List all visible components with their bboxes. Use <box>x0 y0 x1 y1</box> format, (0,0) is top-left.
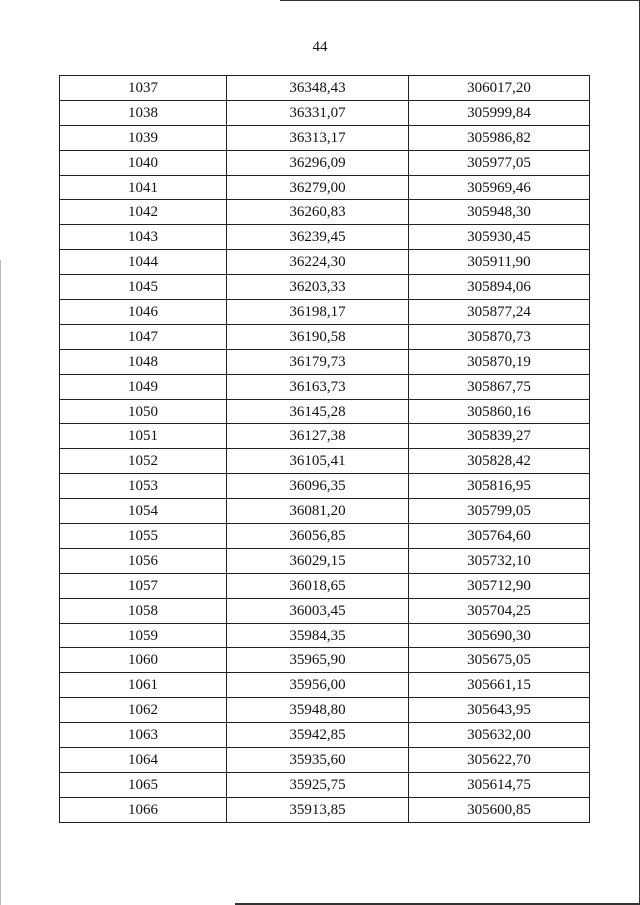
table-row <box>60 698 590 723</box>
x-coordinate-cell: 36003,45 <box>227 598 409 623</box>
table-row <box>60 598 590 623</box>
y-coordinate-cell: 305867,75 <box>409 374 590 399</box>
point-number-cell: 1045 <box>60 275 227 300</box>
x-coordinate-cell: 36331,07 <box>227 100 409 125</box>
x-coordinate-cell: 35913,85 <box>227 797 409 822</box>
point-number-cell: 1061 <box>60 673 227 698</box>
y-coordinate-cell: 305977,05 <box>409 150 590 175</box>
x-coordinate-cell: 36179,73 <box>227 349 409 374</box>
table-row <box>60 349 590 374</box>
table-row <box>60 324 590 349</box>
y-coordinate-cell: 305712,90 <box>409 573 590 598</box>
table-row <box>60 723 590 748</box>
point-number-cell: 1059 <box>60 623 227 648</box>
y-coordinate-cell: 305690,30 <box>409 623 590 648</box>
scan-edge-top <box>280 0 640 1</box>
x-coordinate-cell: 35965,90 <box>227 648 409 673</box>
point-number-cell: 1058 <box>60 598 227 623</box>
x-coordinate-cell: 36105,41 <box>227 449 409 474</box>
point-number-cell: 1046 <box>60 300 227 325</box>
x-coordinate-cell: 35925,75 <box>227 772 409 797</box>
point-number-cell: 1063 <box>60 723 227 748</box>
x-coordinate-cell: 36029,15 <box>227 548 409 573</box>
y-coordinate-cell: 305986,82 <box>409 125 590 150</box>
y-coordinate-cell: 305622,70 <box>409 748 590 773</box>
table-row <box>60 225 590 250</box>
x-coordinate-cell: 36018,65 <box>227 573 409 598</box>
point-number-cell: 1043 <box>60 225 227 250</box>
y-coordinate-cell: 305870,73 <box>409 324 590 349</box>
y-coordinate-cell: 305764,60 <box>409 524 590 549</box>
point-number-cell: 1051 <box>60 424 227 449</box>
x-coordinate-cell: 36279,00 <box>227 175 409 200</box>
point-number-cell: 1044 <box>60 250 227 275</box>
y-coordinate-cell: 305860,16 <box>409 399 590 424</box>
point-number-cell: 1054 <box>60 499 227 524</box>
x-coordinate-cell: 35948,80 <box>227 698 409 723</box>
x-coordinate-cell: 36163,73 <box>227 374 409 399</box>
point-number-cell: 1056 <box>60 548 227 573</box>
x-coordinate-cell: 36145,28 <box>227 399 409 424</box>
table-row <box>60 623 590 648</box>
table-row <box>60 275 590 300</box>
point-number-cell: 1050 <box>60 399 227 424</box>
table-row <box>60 399 590 424</box>
point-number-cell: 1042 <box>60 200 227 225</box>
y-coordinate-cell: 305675,05 <box>409 648 590 673</box>
x-coordinate-cell: 36081,20 <box>227 499 409 524</box>
table-row <box>60 449 590 474</box>
table-row <box>60 548 590 573</box>
point-number-cell: 1040 <box>60 150 227 175</box>
coordinates-table-body <box>60 76 590 823</box>
table-row <box>60 150 590 175</box>
point-number-cell: 1049 <box>60 374 227 399</box>
x-coordinate-cell: 36239,45 <box>227 225 409 250</box>
y-coordinate-cell: 305643,95 <box>409 698 590 723</box>
table-row <box>60 125 590 150</box>
point-number-cell: 1062 <box>60 698 227 723</box>
table-row <box>60 748 590 773</box>
y-coordinate-cell: 305632,00 <box>409 723 590 748</box>
y-coordinate-cell: 305911,90 <box>409 250 590 275</box>
y-coordinate-cell: 305948,30 <box>409 200 590 225</box>
point-number-cell: 1038 <box>60 100 227 125</box>
point-number-cell: 1066 <box>60 797 227 822</box>
table-row <box>60 499 590 524</box>
y-coordinate-cell: 306017,20 <box>409 76 590 101</box>
table-row <box>60 673 590 698</box>
y-coordinate-cell: 305999,84 <box>409 100 590 125</box>
x-coordinate-cell: 36348,43 <box>227 76 409 101</box>
coordinates-table <box>59 75 590 823</box>
y-coordinate-cell: 305600,85 <box>409 797 590 822</box>
x-coordinate-cell: 36224,30 <box>227 250 409 275</box>
x-coordinate-cell: 36190,58 <box>227 324 409 349</box>
y-coordinate-cell: 305704,25 <box>409 598 590 623</box>
x-coordinate-cell: 36203,33 <box>227 275 409 300</box>
point-number-cell: 1047 <box>60 324 227 349</box>
table-row <box>60 524 590 549</box>
y-coordinate-cell: 305614,75 <box>409 772 590 797</box>
point-number-cell: 1057 <box>60 573 227 598</box>
y-coordinate-cell: 305877,24 <box>409 300 590 325</box>
table-row <box>60 300 590 325</box>
table-row <box>60 175 590 200</box>
x-coordinate-cell: 35984,35 <box>227 623 409 648</box>
x-coordinate-cell: 36096,35 <box>227 474 409 499</box>
point-number-cell: 1064 <box>60 748 227 773</box>
y-coordinate-cell: 305816,95 <box>409 474 590 499</box>
x-coordinate-cell: 35956,00 <box>227 673 409 698</box>
x-coordinate-cell: 36056,85 <box>227 524 409 549</box>
point-number-cell: 1053 <box>60 474 227 499</box>
point-number-cell: 1055 <box>60 524 227 549</box>
point-number-cell: 1041 <box>60 175 227 200</box>
x-coordinate-cell: 36313,17 <box>227 125 409 150</box>
table-row <box>60 797 590 822</box>
y-coordinate-cell: 305732,10 <box>409 548 590 573</box>
x-coordinate-cell: 35935,60 <box>227 748 409 773</box>
table-row <box>60 100 590 125</box>
y-coordinate-cell: 305894,06 <box>409 275 590 300</box>
y-coordinate-cell: 305930,45 <box>409 225 590 250</box>
table-row <box>60 573 590 598</box>
table-row <box>60 648 590 673</box>
table-row <box>60 374 590 399</box>
x-coordinate-cell: 36198,17 <box>227 300 409 325</box>
table-row <box>60 200 590 225</box>
table-row <box>60 76 590 101</box>
x-coordinate-cell: 35942,85 <box>227 723 409 748</box>
table-row <box>60 474 590 499</box>
table-row <box>60 772 590 797</box>
page-number: 44 <box>312 39 328 55</box>
x-coordinate-cell: 36127,38 <box>227 424 409 449</box>
point-number-cell: 1065 <box>60 772 227 797</box>
point-number-cell: 1060 <box>60 648 227 673</box>
y-coordinate-cell: 305799,05 <box>409 499 590 524</box>
y-coordinate-cell: 305870,19 <box>409 349 590 374</box>
table-row <box>60 424 590 449</box>
x-coordinate-cell: 36260,83 <box>227 200 409 225</box>
point-number-cell: 1039 <box>60 125 227 150</box>
point-number-cell: 1037 <box>60 76 227 101</box>
y-coordinate-cell: 305828,42 <box>409 449 590 474</box>
y-coordinate-cell: 305839,27 <box>409 424 590 449</box>
x-coordinate-cell: 36296,09 <box>227 150 409 175</box>
scan-edge-left <box>0 260 1 905</box>
y-coordinate-cell: 305969,46 <box>409 175 590 200</box>
point-number-cell: 1052 <box>60 449 227 474</box>
table-row <box>60 250 590 275</box>
y-coordinate-cell: 305661,15 <box>409 673 590 698</box>
point-number-cell: 1048 <box>60 349 227 374</box>
